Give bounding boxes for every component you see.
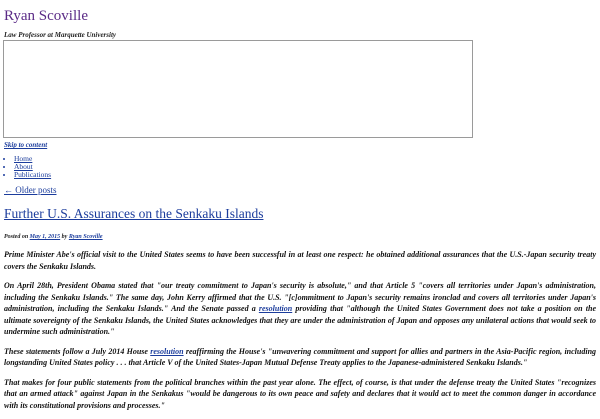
by-label: by — [61, 234, 68, 240]
paragraph-1: Prime Minister Abe's official visit to the United States seems to have been successful in at least one respect: he obtained additional assurances that the U.S.-Japan security treaty covers the Senkaku Islands. — [4, 250, 596, 271]
paragraph-3-text-a: These statements follow a July 2014 House — [4, 346, 148, 356]
paragraph-2-text-a: On April 28th, President Obama stated that "our treaty commitment to Japan's security is absolute," and that Article 5 "covers all territories under Japan's administration, including the Senkaku Islands." The same day, John Kerry affirmed that the U.S. "[c]ommitment to Japan's security remains ironclad and covers all territories under Japan's administration, including the Senkaku Islands." And the Senate passed a — [4, 281, 596, 313]
paragraph-2 — [4, 280, 596, 338]
menu-link-publications[interactable]: Publications — [14, 169, 52, 179]
house-resolution-link[interactable]: resolution — [150, 346, 184, 356]
post-meta — [4, 233, 103, 241]
post-content — [4, 249, 596, 419]
senate-resolution-link[interactable]: resolution — [258, 304, 293, 313]
paragraph-3-text-b: reaffirming the House's "unwavering commitment and support for allies and partners in the Asia-Pacific region, including longstanding United States policy . . . that Article V of the United States-Japan Mutual Defense Treaty applies to the Japanese-administered Senkaku Islands." — [4, 346, 597, 367]
post-title[interactable]: Further U.S. Assurances on the Senkaku Islands — [4, 206, 264, 221]
paragraph-2-text-b: providing that "although the United States Government does not take a position on the ultimate sovereignty of the Senkaku Islands, the United States acknowledges that they are under the administration of Japan and opposes any unilateral actions that would seek to undermine such administration." — [4, 304, 596, 336]
main-menu — [14, 155, 51, 178]
posted-on-label: Posted on — [4, 234, 29, 240]
post-author-link[interactable]: Ryan Scoville — [68, 234, 103, 240]
older-posts-link[interactable]: ← Older posts — [4, 185, 57, 195]
post-date-link[interactable]: May 1, 2015 — [29, 234, 61, 240]
skip-to-content-link[interactable]: Skip to content — [4, 141, 48, 149]
site-tagline: Law Professor at Marquette University — [4, 31, 116, 39]
paragraph-4: That makes for four public statements from the political branches within the past year alone. The effect, of course, is that under the defense treaty the United States "recognizes that an armed attack" against Japan in the Senkakus "would be dangerous to its own peace and safety and declares that it would act to meet the common danger in accordance with its constitutional provisions and processes." — [4, 377, 596, 410]
paragraph-3 — [4, 346, 596, 369]
menu-link-home[interactable]: Home — [14, 154, 33, 163]
header-image — [3, 40, 473, 138]
menu-link-about[interactable]: About — [14, 161, 33, 171]
menu-item-publications — [14, 171, 51, 179]
site-title[interactable]: Ryan Scoville — [4, 8, 88, 24]
